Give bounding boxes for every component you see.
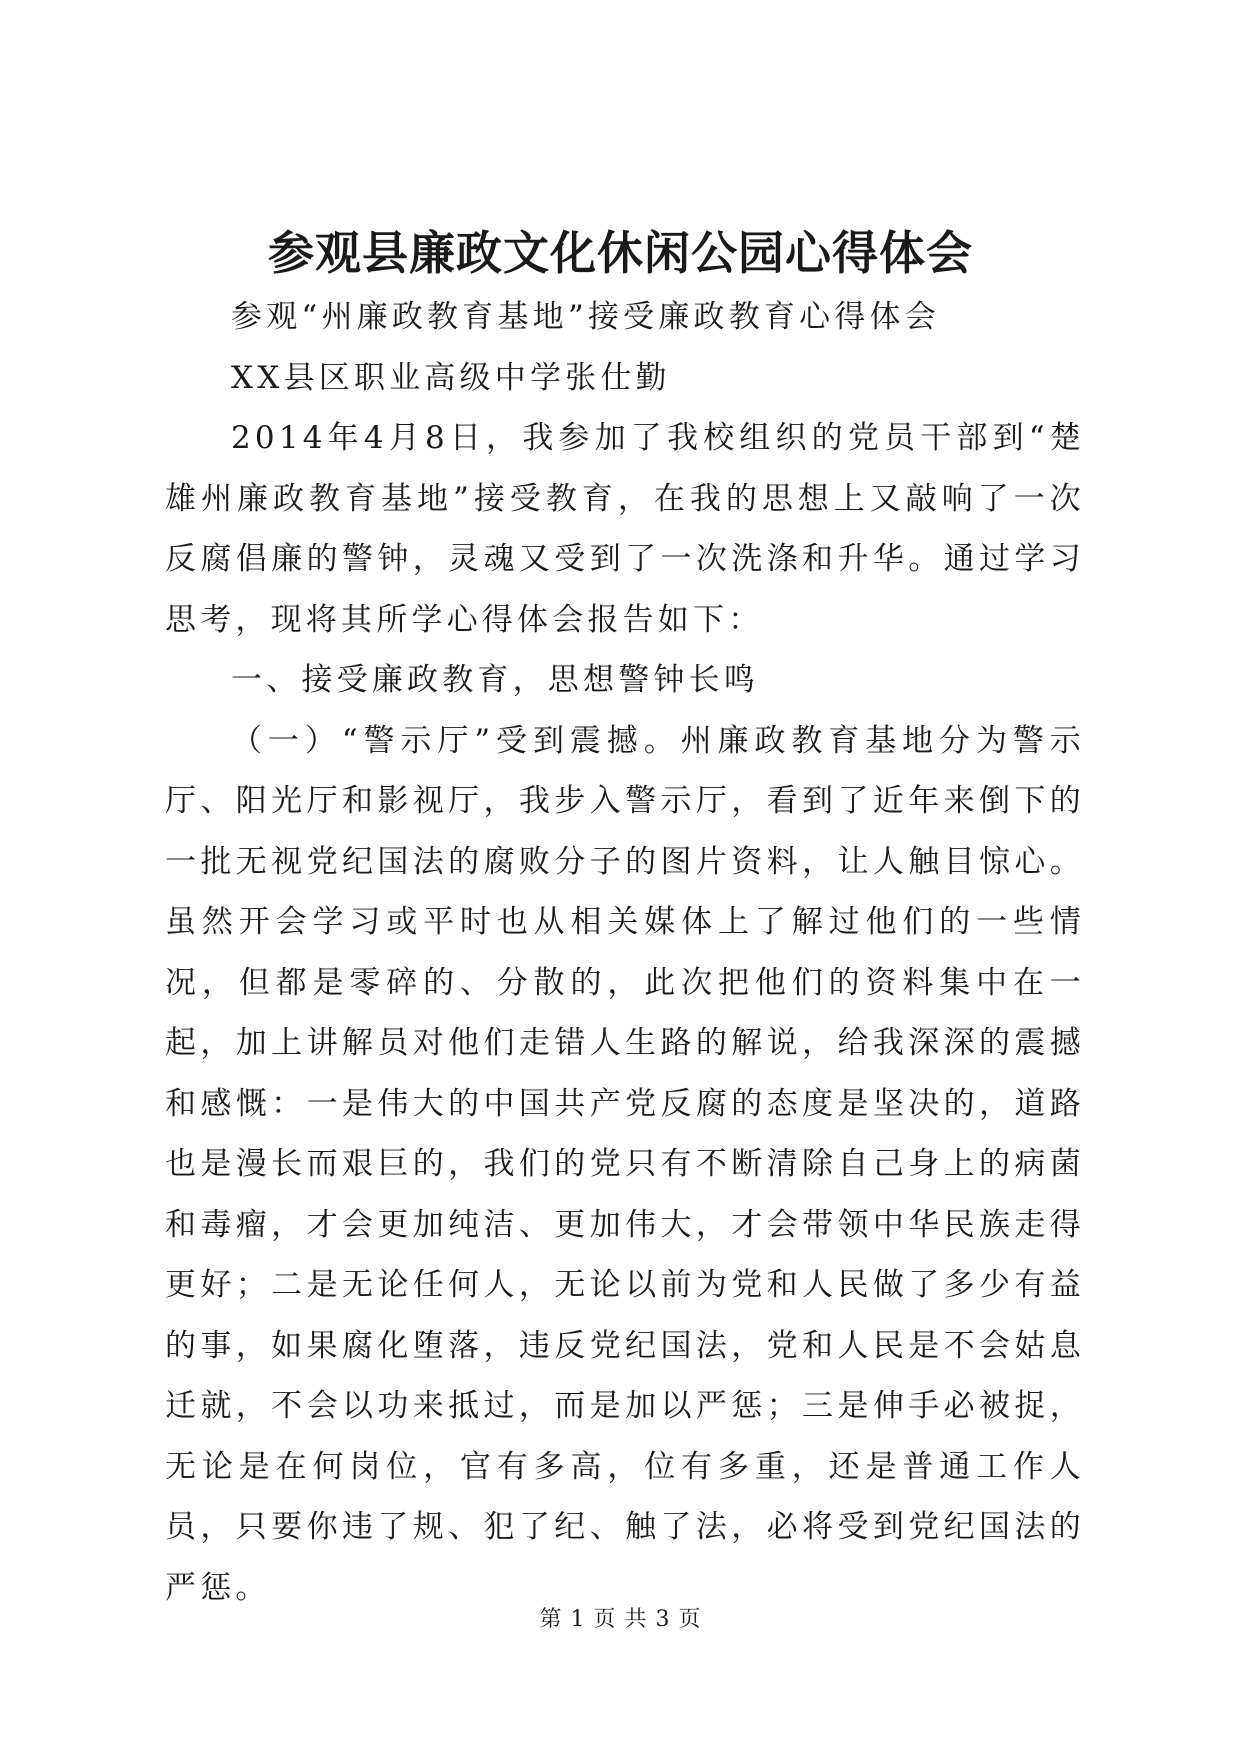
document-body <box>165 287 1085 1618</box>
intro-paragraph: 2014年4月8日，我参加了我校组织的党员干部到“楚雄州廉政教育基地”接受教育，在我的思想上又敲响了一次反腐倡廉的警钟，灵魂又受到了一次洗涤和升华。通过学习思考，现将其所学心得体会报告如下： <box>165 420 1085 638</box>
page-footer: 第 1 页 共 3 页 <box>539 1607 702 1632</box>
section-heading: 一、接受廉政教育，思想警钟长鸣 <box>231 662 759 698</box>
author-paragraph: XX县区职业高级中学张仕勤 <box>231 359 671 396</box>
subtitle-paragraph: 参观“州廉政教育基地”接受廉政教育心得体会 <box>231 299 940 335</box>
document-title: 参观县廉政文化休闲公园心得体会 <box>268 226 973 280</box>
body-paragraph: （一）“警示厅”受到震撼。州廉政教育基地分为警示厅、阳光厅和影视厅，我步入警示厅，看到了近年来倒下的一批无视党纪国法的腐败分子的图片资料，让人触目惊心。虽然开会学习或平时也从相关媒体上了解过他们的一些情况，但都是零碎的、分散的，此次把他们的资料集中在一起，加上讲解员对他们走错人生路的解说，给我深深的震撼和感慨：一是伟大的中国共产党反腐的态度是坚决的，道路也是漫长而艰巨的，我们的党只有不断清除自己身上的病菌和毒瘤，才会更加纯洁、更加伟大，才会带领中华民族走得更好；二是无论任何人，无论以前为党和人民做了多少有益的事，如果腐化堕落，违反党纪国法，党和人民是不会姑息迁就，不会以功来抵过，而是加以严惩；三是伸手必被捉，无论是在何岗位，官有多高，位有多重，还是普通工作人员，只要你违了规、犯了纪、触了法，必将受到党纪国法的严惩。 <box>165 722 1085 1606</box>
